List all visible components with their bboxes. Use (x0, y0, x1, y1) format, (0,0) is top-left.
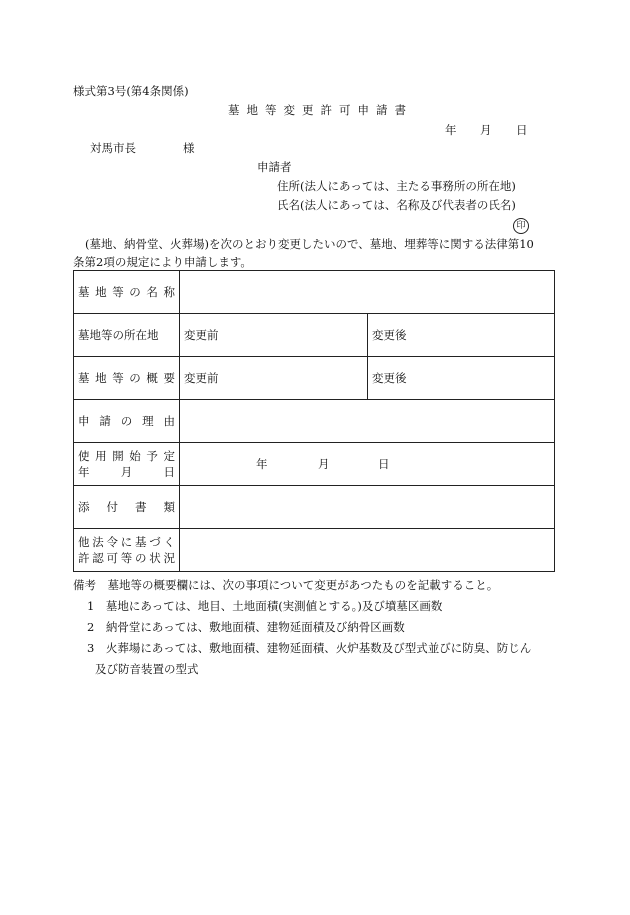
overview-after-cell[interactable] (368, 357, 555, 400)
application-table (73, 270, 555, 572)
intro-line-2: 条第2項の規定により申請します。 (73, 255, 252, 269)
before-label: 変更前 (184, 328, 219, 342)
after-label: 変更後 (372, 328, 407, 342)
note-item: 3 火葬場にあっては、敷地面積、建物延面積、火炉基数及び型式並びに防臭、防じん (87, 641, 532, 655)
note-item: 1 墓地にあっては、地目、土地面積(実測値とする。)及び墳墓区画数 (87, 599, 443, 613)
date-month: 月 (480, 123, 492, 137)
attachments-value-cell[interactable] (180, 486, 555, 529)
row-label-start-date: 使 用 開 始 予 定 (78, 449, 175, 463)
row-label-other-permits-2: 許 認 可 等 の 状 況 (78, 551, 175, 565)
location-before-cell[interactable] (180, 314, 368, 357)
start-date-value-cell[interactable] (180, 443, 555, 486)
start-date-year: 年 (256, 457, 268, 471)
applicant-label: 申請者 (257, 160, 292, 174)
note-item-continuation: 及び防音装置の型式 (95, 662, 199, 676)
table-row (74, 529, 555, 572)
note-item: 2 納骨堂にあっては、敷地面積、建物延面積及び納骨区画数 (87, 620, 405, 634)
date-day: 日 (516, 123, 528, 137)
row-label-attachments: 添 付 書 類 (78, 500, 175, 514)
applicant-address: 住所(法人にあっては、主たる事務所の所在地) (277, 179, 516, 193)
start-date-day: 日 (378, 457, 390, 471)
location-after-cell[interactable] (368, 314, 555, 357)
table-row (74, 400, 555, 443)
table-row (74, 271, 555, 314)
addressee: 対馬市長 (90, 141, 136, 155)
table-row (74, 443, 555, 486)
row-label-name: 墓 地 等 の 名 称 (78, 285, 175, 299)
table-row (74, 357, 555, 400)
overview-before-cell[interactable] (180, 357, 368, 400)
table-row (74, 486, 555, 529)
reason-value-cell[interactable] (180, 400, 555, 443)
row-label-reason: 申 請 の 理 由 (78, 414, 175, 428)
date-year: 年 (445, 123, 457, 137)
honorific: 様 (183, 141, 195, 155)
row-label-start-date-ymd: 年 月 日 (78, 465, 175, 479)
row-label-location: 墓地等の所在地 (78, 328, 159, 342)
table-row (74, 314, 555, 357)
after-label: 変更後 (372, 371, 407, 385)
intro-line-1: (墓地、納骨堂、火葬場)を次のとおり変更したいので、墓地、埋葬等に関する法律第10 (85, 237, 534, 251)
form-number: 様式第3号(第4条関係) (73, 84, 189, 98)
notes (73, 575, 563, 680)
row-label-other-permits: 他 法 令 に 基 づ く (78, 535, 175, 549)
document-title: 墓地等変更許可申請書 (228, 103, 413, 117)
before-label: 変更前 (184, 371, 219, 385)
other-permits-value-cell[interactable] (180, 529, 555, 572)
start-date-month: 月 (318, 457, 330, 471)
seal-mark: 印 (513, 218, 529, 234)
name-value-cell[interactable] (180, 271, 555, 314)
applicant-name: 氏名(法人にあっては、名称及び代表者の氏名) (277, 198, 516, 212)
notes-heading: 備考 墓地等の概要欄には、次の事項について変更があつたものを記載すること。 (73, 578, 499, 592)
row-label-overview: 墓 地 等 の 概 要 (78, 371, 175, 385)
